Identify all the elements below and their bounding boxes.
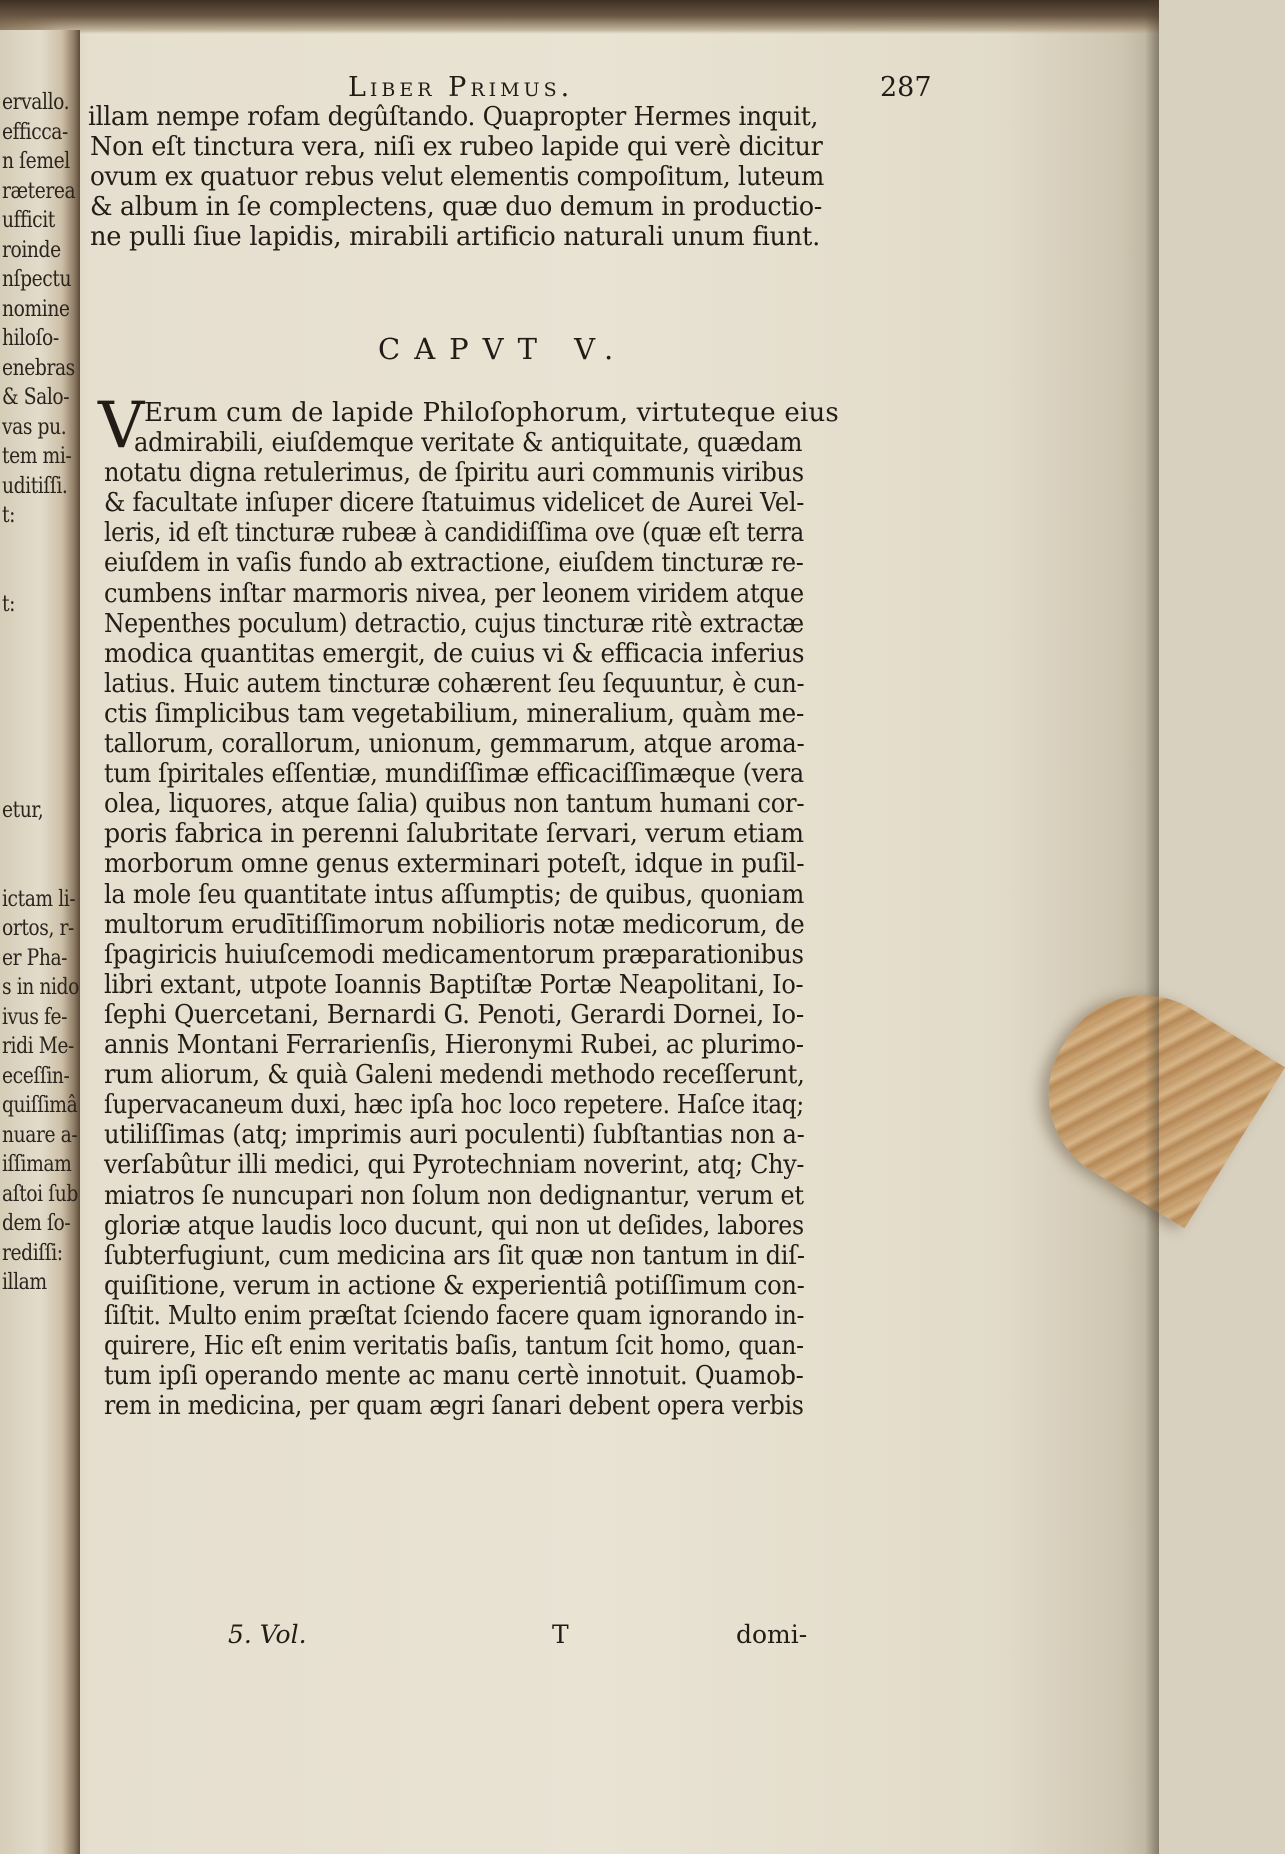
drop-cap: V [98, 389, 145, 463]
left-page-fragment: aſtoi ſub [2, 1181, 78, 1207]
body-line: libri extant, utpote Ioannis Baptiſtæ Portæ Neapolitani, Io- [104, 969, 804, 1000]
body-line: tallorum, corallorum, unionum, gemmarum, atque aroma- [104, 729, 805, 759]
body-line: leris, id eſt tincturæ rubeæ à candidiſſima ove (quæ eſt terra [104, 518, 804, 549]
left-page [0, 30, 80, 1854]
body-line: poris fabrica in perenni ſalubritate ſervari, verum etiam [104, 819, 804, 850]
left-page-fragment: t: [2, 503, 15, 528]
body-line: latius. Huic autem tincturæ cohærent ſeu ſequuntur, è cun- [104, 668, 805, 699]
intro-line: ne pulli ſiue lapidis, mirabili artificio naturali unum fiunt. [90, 222, 820, 252]
left-page-fragment: ufficit [2, 208, 55, 233]
signature-mark: 5. Vol. [228, 1620, 307, 1649]
left-page-fragment: ortos, r- [2, 916, 74, 941]
left-page-fragment: roinde [2, 237, 61, 263]
left-page-fragment: hiloſo- [2, 326, 59, 351]
body-line: annis Montani Ferrarienſis, Hieronymi Rubei, ac plurimo- [104, 1030, 804, 1060]
body-line: ctis ſimplicibus tam vegetabilium, mineralium, quàm me- [104, 698, 805, 729]
body-line: quirere, Hic eſt enim veritatis baſis, tantum ſcit homo, quan- [104, 1331, 804, 1361]
body-line: morborum omne genus exterminari poteſt, idque in puſil- [104, 849, 805, 880]
left-page-fragment: nſpectu [2, 267, 72, 292]
left-page-fragment: uditiſſi. [2, 473, 68, 499]
body-line: quiſitione, verum in actione & experientiâ potiſſimum con- [104, 1270, 805, 1301]
body-line: ſpagiricis huiuſcemodi medicamentorum præparationibus [104, 939, 804, 970]
intro-line: & album in ſe complectens, quæ duo demum in productio- [90, 192, 823, 222]
page-footer [100, 1620, 970, 1660]
intro-line: Non eſt tinctura vera, niſi ex rubeo lapide qui verè dicitur [90, 132, 823, 162]
body-line: gloriæ atque laudis loco ducunt, qui non ut deſides, labores [104, 1210, 804, 1241]
body-line: olea, liquores, atque ſalia) quibus non tantum humani cor- [104, 789, 805, 820]
body-line: ſephi Quercetani, Bernardi G. Penoti, Gerardi Dornei, Io- [104, 999, 804, 1030]
body-line: tum ſpiritales eſſentiæ, mundiſſimæ efficaciſſimæque (vera [104, 759, 804, 790]
left-page-fragment: etur, [2, 798, 44, 823]
body-line: ſubterfugiunt, cum medicina ars ſit quæ non tantum in diſ- [104, 1240, 805, 1271]
intro-line: ovum ex quatuor rebus velut elementis compoſitum, luteum [90, 162, 825, 192]
body-line: eiuſdem in vaſis fundo ab extractione, eiuſdem tincturæ re- [104, 548, 804, 579]
left-page-fragment: ivus fe- [2, 1004, 68, 1030]
left-page-fragment: t: [2, 591, 15, 617]
body-line: miatros ſe nuncupari non ſolum non dedignantur, verum et [104, 1180, 804, 1211]
body-line: admirabili, eiuſdemque veritate & antiquitate, quædam [134, 428, 803, 458]
running-title: Liber Primus. [348, 72, 574, 103]
left-page-fragment: ræterea [2, 178, 76, 204]
body-line: la mole ſeu quantitate intus aſſumptis; de quibus, quoniam [104, 879, 804, 910]
left-page-fragment: & Salo- [2, 385, 70, 410]
body-line: utiliſſimas (atq; imprimis auri poculenti) ſubſtantias non a- [104, 1120, 805, 1151]
intro-line: illam nempe rofam degûſtando. Quapropter Hermes inquit, [88, 102, 819, 132]
left-page-fragment: eceſſin- [2, 1063, 70, 1089]
left-page-fragment: n ſemel [2, 149, 70, 174]
first-body-line: Erum cum de lapide Philoſophorum, virtuteque eius [144, 398, 839, 428]
left-page-fragment: nuare a- [2, 1122, 78, 1148]
left-page-fragment: enebras [2, 355, 75, 381]
book-top-edge [0, 0, 1159, 34]
left-page-fragment: tem mi- [2, 444, 72, 469]
left-page-fragment: vas pu. [2, 414, 67, 440]
body-line: rem in medicina, per quam ægri ſanari debent opera verbis [104, 1391, 804, 1422]
body-line: modica quantitas emergit, de cuius vi & efficacia inferius [104, 638, 805, 669]
body-line: & facultate inſuper dicere ſtatuimus videlicet de Aurei Vel- [104, 488, 805, 519]
left-page-fragment: illam [2, 1270, 47, 1295]
left-page-fragment: er Pha- [2, 945, 68, 971]
body-line: notatu digna retulerimus, de ſpiritu auri communis viribus [104, 458, 804, 489]
body-line: ſupervacaneum duxi, hæc ipſa hoc loco repetere. Haſce itaq; [104, 1090, 804, 1121]
left-page-fragment: quiſſimâ [2, 1093, 78, 1118]
body-line: cumbens inſtar marmoris nivea, per leonem viridem atque [104, 578, 804, 609]
page-edge-shadow [1145, 0, 1159, 1854]
left-page-fragment: iſſimam [2, 1152, 72, 1177]
left-page-fragment: ervallo. [2, 90, 70, 115]
left-page-fragment: rediſſi: [2, 1240, 63, 1266]
left-page-fragment: s in nido [2, 975, 79, 1000]
body-line: tum ipſi operando mente ac manu certè innotuit. Quamob- [104, 1361, 804, 1392]
left-page-fragment: dem ſo- [2, 1211, 71, 1236]
body-line: verſabûtur illi medici, qui Pyrotechniam noverint, atq; Chy- [104, 1150, 805, 1181]
body-line: Nepenthes poculum) detractio, cujus tincturæ ritè extractæ [104, 608, 804, 639]
body-line: rum aliorum, & quià Galeni medendi methodo receſſerunt, [104, 1060, 805, 1091]
body-line: multorum erudītiſſimorum nobilioris notæ medicorum, de [104, 909, 805, 940]
chapter-heading: CAPVT V. [378, 332, 628, 366]
page-number: 287 [880, 72, 932, 103]
left-page-fragment: ictam li- [2, 886, 76, 912]
body-line: ſiſtit. Multo enim præſtat ſciendo facere quam ignorando in- [104, 1300, 805, 1331]
signature-letter: T [552, 1620, 569, 1649]
left-page-fragment: efficca- [2, 119, 68, 145]
left-page-fragment: ridi Me- [2, 1034, 74, 1059]
catchword: domi- [736, 1620, 808, 1649]
left-page-fragment: nomine [2, 296, 70, 322]
